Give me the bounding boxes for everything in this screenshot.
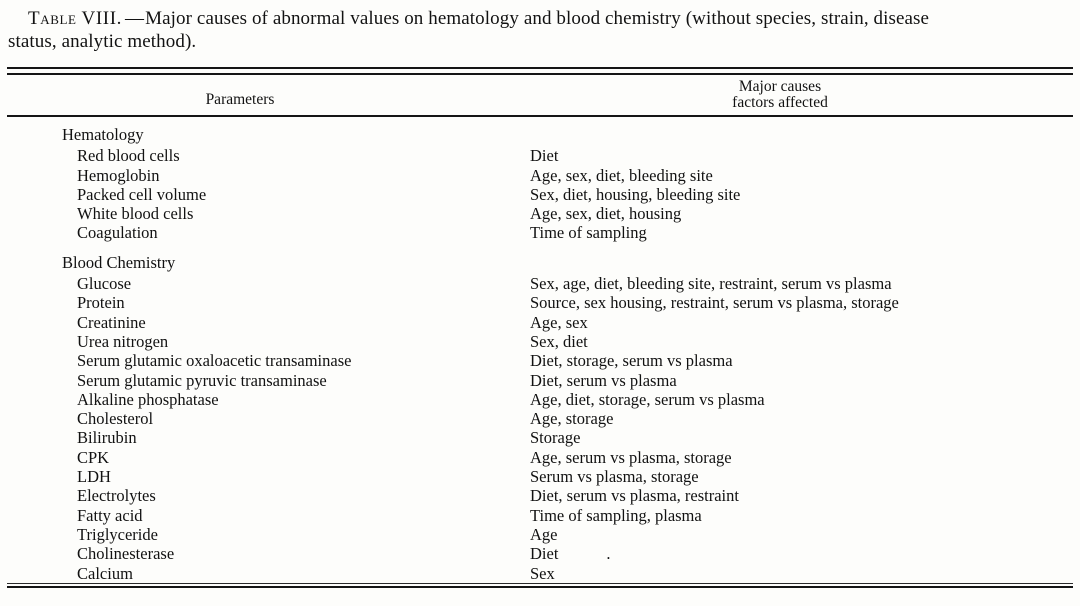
section-heading: Hematology	[62, 125, 144, 144]
table-row	[0, 204, 1080, 223]
table-header-row	[0, 75, 1080, 115]
causes-cell: Sex, age, diet, bleeding site, restraint, serum vs plasma	[530, 274, 892, 294]
table-section	[0, 125, 1080, 243]
parameter-cell: White blood cells	[77, 204, 194, 224]
table-row	[0, 166, 1080, 185]
parameter-cell: LDH	[77, 467, 111, 487]
causes-cell: Diet, serum vs plasma	[530, 370, 677, 390]
table-caption-dash: —	[125, 8, 145, 29]
parameter-cell: Fatty acid	[77, 505, 143, 525]
column-header-major-causes-line1: Major causes	[738, 78, 822, 95]
causes-cell: Source, sex housing, restraint, serum vs plasma, storage	[530, 293, 899, 313]
parameter-cell: Hemoglobin	[77, 165, 160, 185]
parameter-cell: Coagulation	[77, 223, 158, 243]
column-header-major-causes-line2: factors affected	[732, 94, 828, 111]
causes-cell: Age, sex, diet, bleeding site	[530, 165, 713, 185]
table-row	[0, 564, 1080, 583]
parameter-cell: Alkaline phosphatase	[77, 389, 219, 409]
causes-cell: Time of sampling, plasma	[530, 505, 702, 525]
parameter-cell: Urea nitrogen	[77, 331, 169, 351]
table-row	[0, 371, 1080, 390]
causes-cell: Diet	[530, 146, 559, 166]
parameter-cell: Triglyceride	[77, 524, 158, 544]
table-bottom-rule	[7, 583, 1073, 588]
parameter-cell: Cholinesterase	[77, 544, 175, 564]
column-header-parameters: Parameters	[205, 91, 275, 108]
causes-cell: Age, storage	[530, 409, 614, 429]
causes-cell: Diet .	[530, 544, 611, 564]
table-row	[0, 274, 1080, 293]
parameter-cell: Red blood cells	[77, 146, 180, 166]
table-top-rule	[7, 67, 1073, 75]
table-row	[0, 544, 1080, 563]
causes-cell: Diet, storage, serum vs plasma	[530, 351, 733, 371]
table-row	[0, 467, 1080, 486]
parameter-cell: Serum glutamic oxaloacetic transaminase	[77, 351, 352, 371]
causes-cell: Age, sex	[530, 312, 588, 332]
table-row	[0, 390, 1080, 409]
table-row	[0, 409, 1080, 428]
table-caption-label: Table VIII.	[28, 8, 123, 29]
table-row	[0, 448, 1080, 467]
parameter-cell: Creatinine	[77, 312, 146, 332]
table-row	[0, 293, 1080, 312]
table-row	[0, 332, 1080, 351]
section-heading: Blood Chemistry	[62, 252, 176, 272]
table-row	[0, 506, 1080, 525]
column-header-major-causes	[480, 79, 1080, 111]
parameter-cell: Packed cell volume	[77, 184, 207, 204]
table-row	[0, 486, 1080, 505]
table-caption-line1: Major causes of abnormal values on hematology and blood chemistry (without species, strain, disease	[145, 8, 930, 29]
causes-cell: Storage	[530, 428, 581, 448]
table-row	[0, 146, 1080, 165]
causes-cell: Age	[530, 524, 558, 544]
parameter-cell: Electrolytes	[77, 486, 156, 506]
causes-cell: Age, serum vs plasma, storage	[530, 447, 732, 467]
table-row	[0, 428, 1080, 447]
table-section	[0, 253, 1080, 583]
parameter-cell: Serum glutamic pyruvic transaminase	[77, 370, 327, 390]
causes-cell: Age, sex, diet, housing	[530, 204, 682, 224]
parameter-cell: Glucose	[77, 274, 132, 294]
causes-cell: Sex	[530, 563, 555, 583]
parameter-cell: CPK	[77, 447, 110, 467]
table-row	[0, 185, 1080, 204]
stray-dot: .	[606, 544, 611, 564]
table-body	[0, 125, 1080, 583]
table-row	[0, 351, 1080, 370]
table-row	[0, 313, 1080, 332]
header-divider-rule	[7, 115, 1073, 117]
causes-cell: Time of sampling	[530, 223, 647, 243]
causes-cell: Sex, diet	[530, 331, 588, 351]
table-caption	[8, 7, 1074, 53]
causes-cell: Sex, diet, housing, bleeding site	[530, 184, 741, 204]
causes-cell: Age, diet, storage, serum vs plasma	[530, 389, 765, 409]
table-caption-line2: status, analytic method).	[8, 31, 197, 52]
parameter-cell: Cholesterol	[77, 409, 154, 429]
parameter-cell: Calcium	[77, 563, 133, 583]
parameter-cell: Protein	[77, 293, 125, 313]
parameter-cell: Bilirubin	[77, 428, 137, 448]
causes-cell: Serum vs plasma, storage	[530, 467, 699, 487]
table-row	[0, 525, 1080, 544]
table-row	[0, 223, 1080, 242]
scanned-paper-page	[0, 7, 1080, 606]
causes-cell: Diet, serum vs plasma, restraint	[530, 486, 739, 506]
